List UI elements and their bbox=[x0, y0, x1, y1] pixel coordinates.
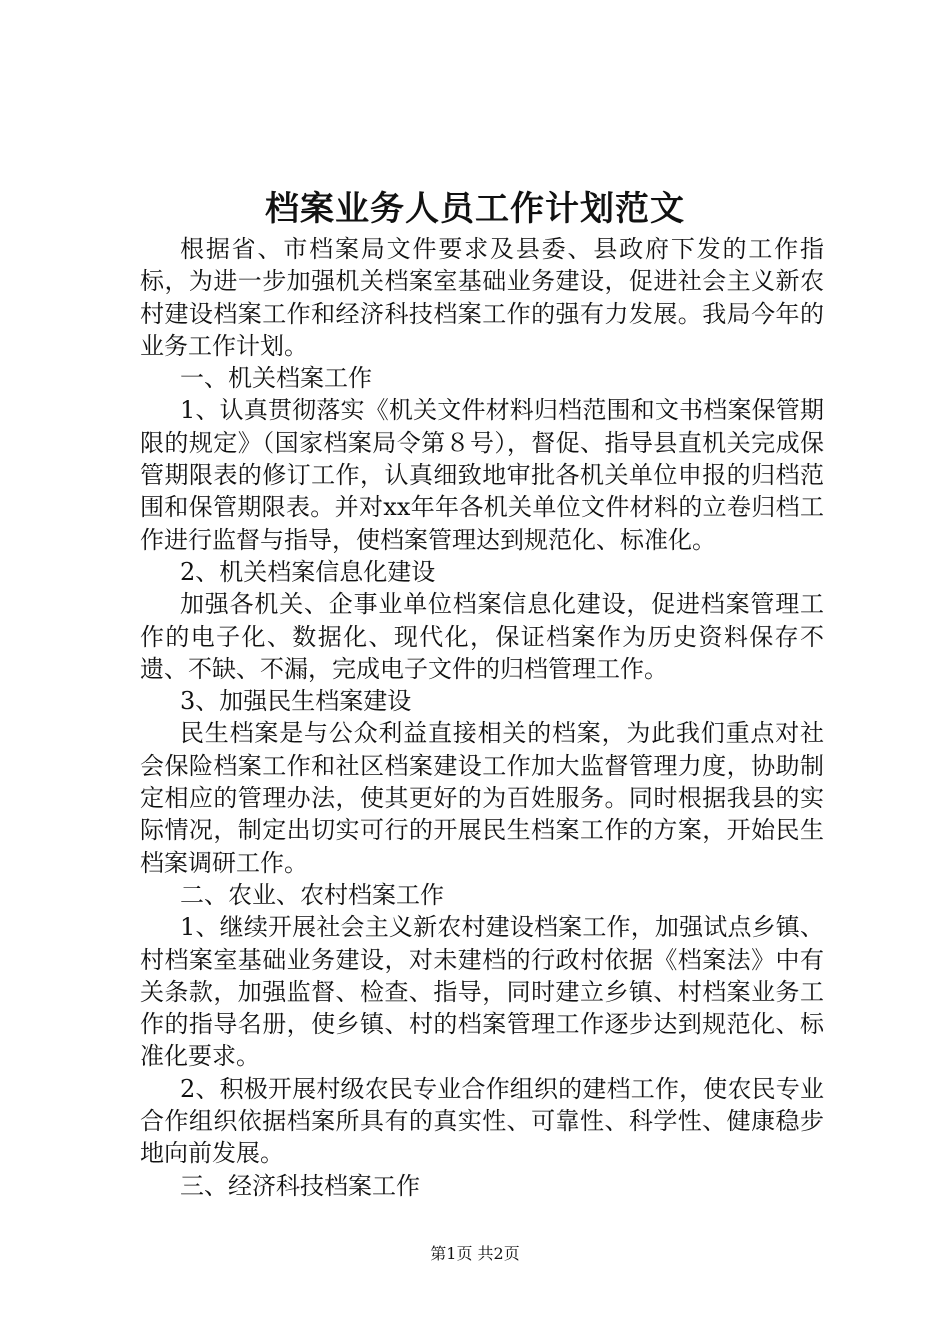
document-body bbox=[140, 233, 824, 1202]
section-heading-3: 三、经济科技档案工作 bbox=[180, 1171, 420, 1200]
document-title: 档案业务人员工作计划范文 bbox=[265, 189, 685, 229]
paragraph-item: 2、积极开展村级农民专业合作组织的建档工作，使农民专业合作组织依据档案所具有的真实性、可靠性、科学性、健康稳步地向前发展。 bbox=[140, 1074, 824, 1168]
section-heading-1: 一、机关档案工作 bbox=[180, 364, 372, 393]
paragraph-item: 民生档案是与公众利益直接相关的档案，为此我们重点对社会保险档案工作和社区档案建设工作加大监督管理力度，协助制定相应的管理办法，使其更好的为百姓服务。同时根据我县的实际情况，制定出切实可行的开展民生档案工作的方案，开始民生档案调研工作。 bbox=[140, 719, 824, 877]
subsection-heading: 3、加强民生档案建设 bbox=[180, 687, 412, 716]
paragraph-item: 1、认真贯彻落实《机关文件材料归档范围和文书档案保管期限的规定》（国家档案局令第８号），督促、指导县直机关完成保管期限表的修订工作，认真细致地审批各机关单位申报的归档范围和保管期限表。并对xx年年各机关单位文件材料的立卷归档工作进行监督与指导，使档案管理达到规范化、标准化。 bbox=[140, 396, 824, 554]
paragraph-item: 加强各机关、企事业单位档案信息化建设，促进档案管理工作的电子化、数据化、现代化，保证档案作为历史资料保存不遗、不缺、不漏，完成电子文件的归档管理工作。 bbox=[140, 590, 824, 683]
page-footer: 第1页 共2页 bbox=[430, 1244, 520, 1263]
section-heading-2: 二、农业、农村档案工作 bbox=[180, 880, 444, 909]
paragraph-item: 1、继续开展社会主义新农村建设档案工作，加强试点乡镇、村档案室基础业务建设，对未建档的行政村依据《档案法》中有关条款，加强监督、检查、指导，同时建立乡镇、村档案业务工作的指导名册，使乡镇、村的档案管理工作逐步达到规范化、标准化要求。 bbox=[140, 913, 824, 1071]
subsection-heading: 2、机关档案信息化建设 bbox=[180, 557, 436, 586]
paragraph-intro: 根据省、市档案局文件要求及县委、县政府下发的工作指标，为进一步加强机关档案室基础业务建设，促进社会主义新农村建设档案工作和经济科技档案工作的强有力发展。我局今年的业务工作计划。 bbox=[140, 235, 824, 360]
